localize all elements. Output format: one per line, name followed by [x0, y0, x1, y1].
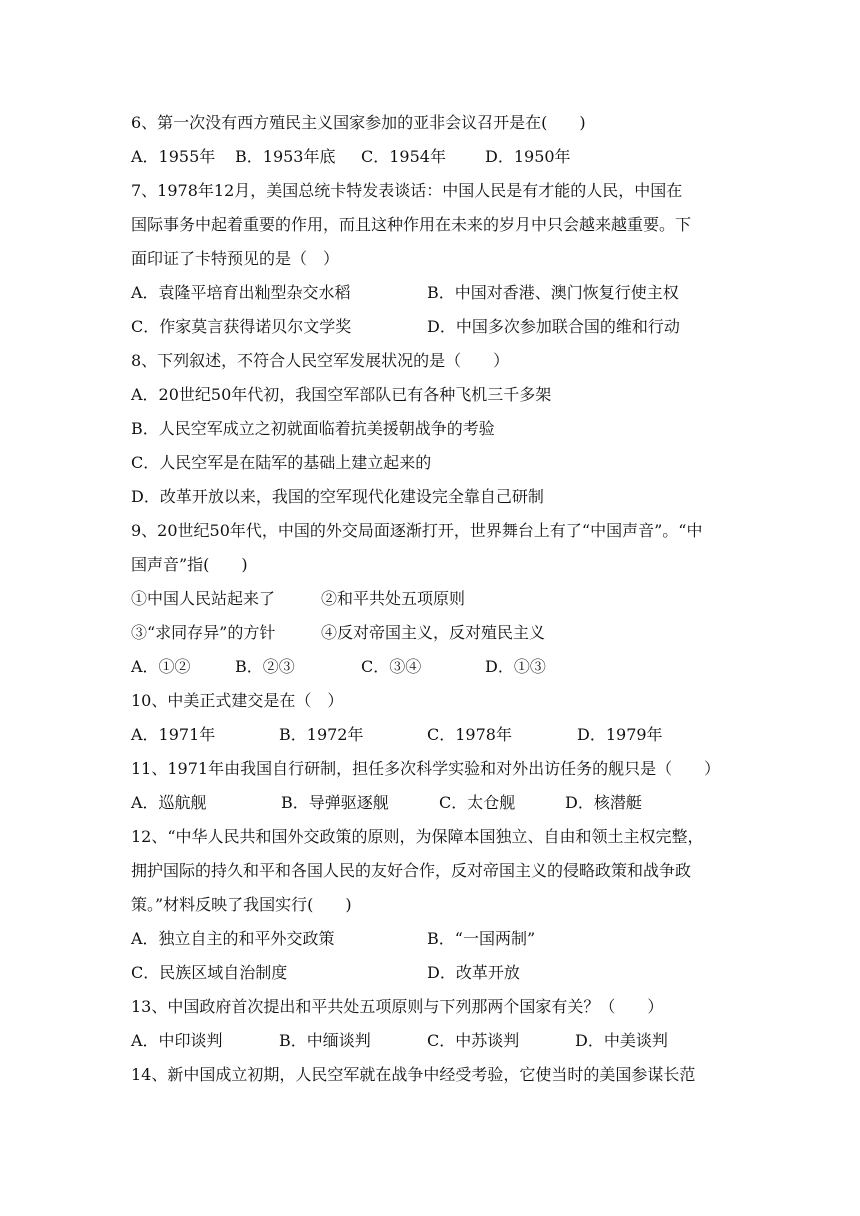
question-7-stem-line-3: 面印证了卡特预见的是（ ）: [131, 249, 340, 268]
option-a: A．袁隆平培育出籼型杂交水稻: [131, 283, 351, 302]
option-d: D．①③: [485, 657, 546, 676]
question-12-stem-line-2: 拥护国际的持久和平和各国人民的友好合作，反对帝国主义的侵略政策和战争政: [131, 861, 692, 880]
option-c: C．1978年: [427, 725, 512, 744]
option-a: A．巡航舰: [131, 793, 207, 812]
item-4: ④反对帝国主义，反对殖民主义: [321, 623, 546, 642]
question-12-stem-line-3: 策。”材料反映了我国实行( ): [131, 895, 352, 914]
option-d: D．核潜艇: [565, 793, 642, 812]
question-10-stem: 10、中美正式建交是在（ ）: [131, 691, 344, 710]
question-9-options: [131, 650, 741, 684]
question-13-stem: 13、中国政府首次提出和平共处五项原则与下列那两个国家有关？（ ）: [131, 997, 664, 1016]
option-d: D．中国多次参加联合国的维和行动: [427, 317, 680, 336]
item-2: ②和平共处五项原则: [321, 589, 466, 608]
option-b: B．导弹驱逐舰: [281, 793, 389, 812]
option-d: D．改革开放以来，我国的空军现代化建设完全靠自己研制: [131, 487, 544, 506]
option-c: C．民族区域自治制度: [131, 963, 288, 982]
question-12-options-row-1: [131, 922, 741, 956]
question-8-stem: 8、下列叙述，不符合人民空军发展状况的是（ ）: [131, 351, 510, 370]
option-c: C．③④: [361, 657, 422, 676]
option-b: B．中缅谈判: [279, 1031, 371, 1050]
option-b: B．“一国两制”: [427, 929, 536, 948]
option-c: C．1954年: [361, 147, 446, 166]
question-6-options: [131, 140, 741, 174]
option-c: C．人民空军是在陆军的基础上建立起来的: [131, 453, 432, 472]
option-c: C．太仓舰: [439, 793, 516, 812]
option-a: A．1955年: [131, 147, 216, 166]
option-a: A．中印谈判: [131, 1031, 223, 1050]
item-3: ③“求同存异”的方针: [131, 623, 276, 642]
option-a: A．独立自主的和平外交政策: [131, 929, 335, 948]
option-d: D．改革开放: [427, 963, 520, 982]
option-b: B．②③: [235, 657, 295, 676]
question-14-stem: 14、新中国成立初期，人民空军就在战争中经受考验，它使当时的美国参谋长范: [131, 1065, 696, 1084]
question-11-stem: 11、1971年由我国自行研制，担任多次科学实验和对外出访任务的舰只是（ ）: [131, 759, 721, 778]
option-c: C．作家莫言获得诺贝尔文学奖: [131, 317, 352, 336]
question-list: [131, 106, 741, 1092]
question-9-items-row-2: [131, 616, 741, 650]
option-b: B．中国对香港、澳门恢复行使主权: [427, 283, 679, 302]
question-10-options: [131, 718, 741, 752]
question-13-options: [131, 1024, 741, 1058]
option-b: B．1972年: [279, 725, 364, 744]
item-1: ①中国人民站起来了: [131, 589, 276, 608]
option-c: C．中苏谈判: [427, 1031, 520, 1050]
option-a: A．①②: [131, 657, 191, 676]
option-d: D．中美谈判: [575, 1031, 668, 1050]
question-12-stem-line-1: 12、“中华人民共和国外交政策的原则，为保障本国独立、自由和领土主权完整，: [131, 827, 704, 846]
question-9-items-row-1: [131, 582, 741, 616]
question-12-options-row-2: [131, 956, 741, 990]
option-a: A．1971年: [131, 725, 216, 744]
question-7-stem-line-1: 7、1978年12月，美国总统卡特发表谈话：中国人民是有才能的人民，中国在: [131, 181, 683, 200]
question-9-stem-line-1: 9、20世纪50年代，中国的外交局面逐渐打开，世界舞台上有了“中国声音”。“中: [131, 521, 703, 540]
question-7-options-row-2: [131, 310, 741, 344]
question-9-stem-line-2: 国声音”指( ): [131, 555, 248, 574]
option-a: A．20世纪50年代初，我国空军部队已有各种飞机三千多架: [131, 385, 552, 404]
question-7-stem-line-2: 国际事务中起着重要的作用，而且这种作用在未来的岁月中只会越来越重要。下: [131, 215, 692, 234]
question-11-options: [131, 786, 741, 820]
question-6-stem: 6、第一次没有西方殖民主义国家参加的亚非会议召开是在( ): [131, 113, 586, 132]
option-d: D．1979年: [577, 725, 663, 744]
question-7-options-row-1: [131, 276, 741, 310]
option-b: B．人民空军成立之初就面临着抗美援朝战争的考验: [131, 419, 495, 438]
option-d: D．1950年: [485, 147, 571, 166]
option-b: B．1953年底: [235, 147, 336, 166]
